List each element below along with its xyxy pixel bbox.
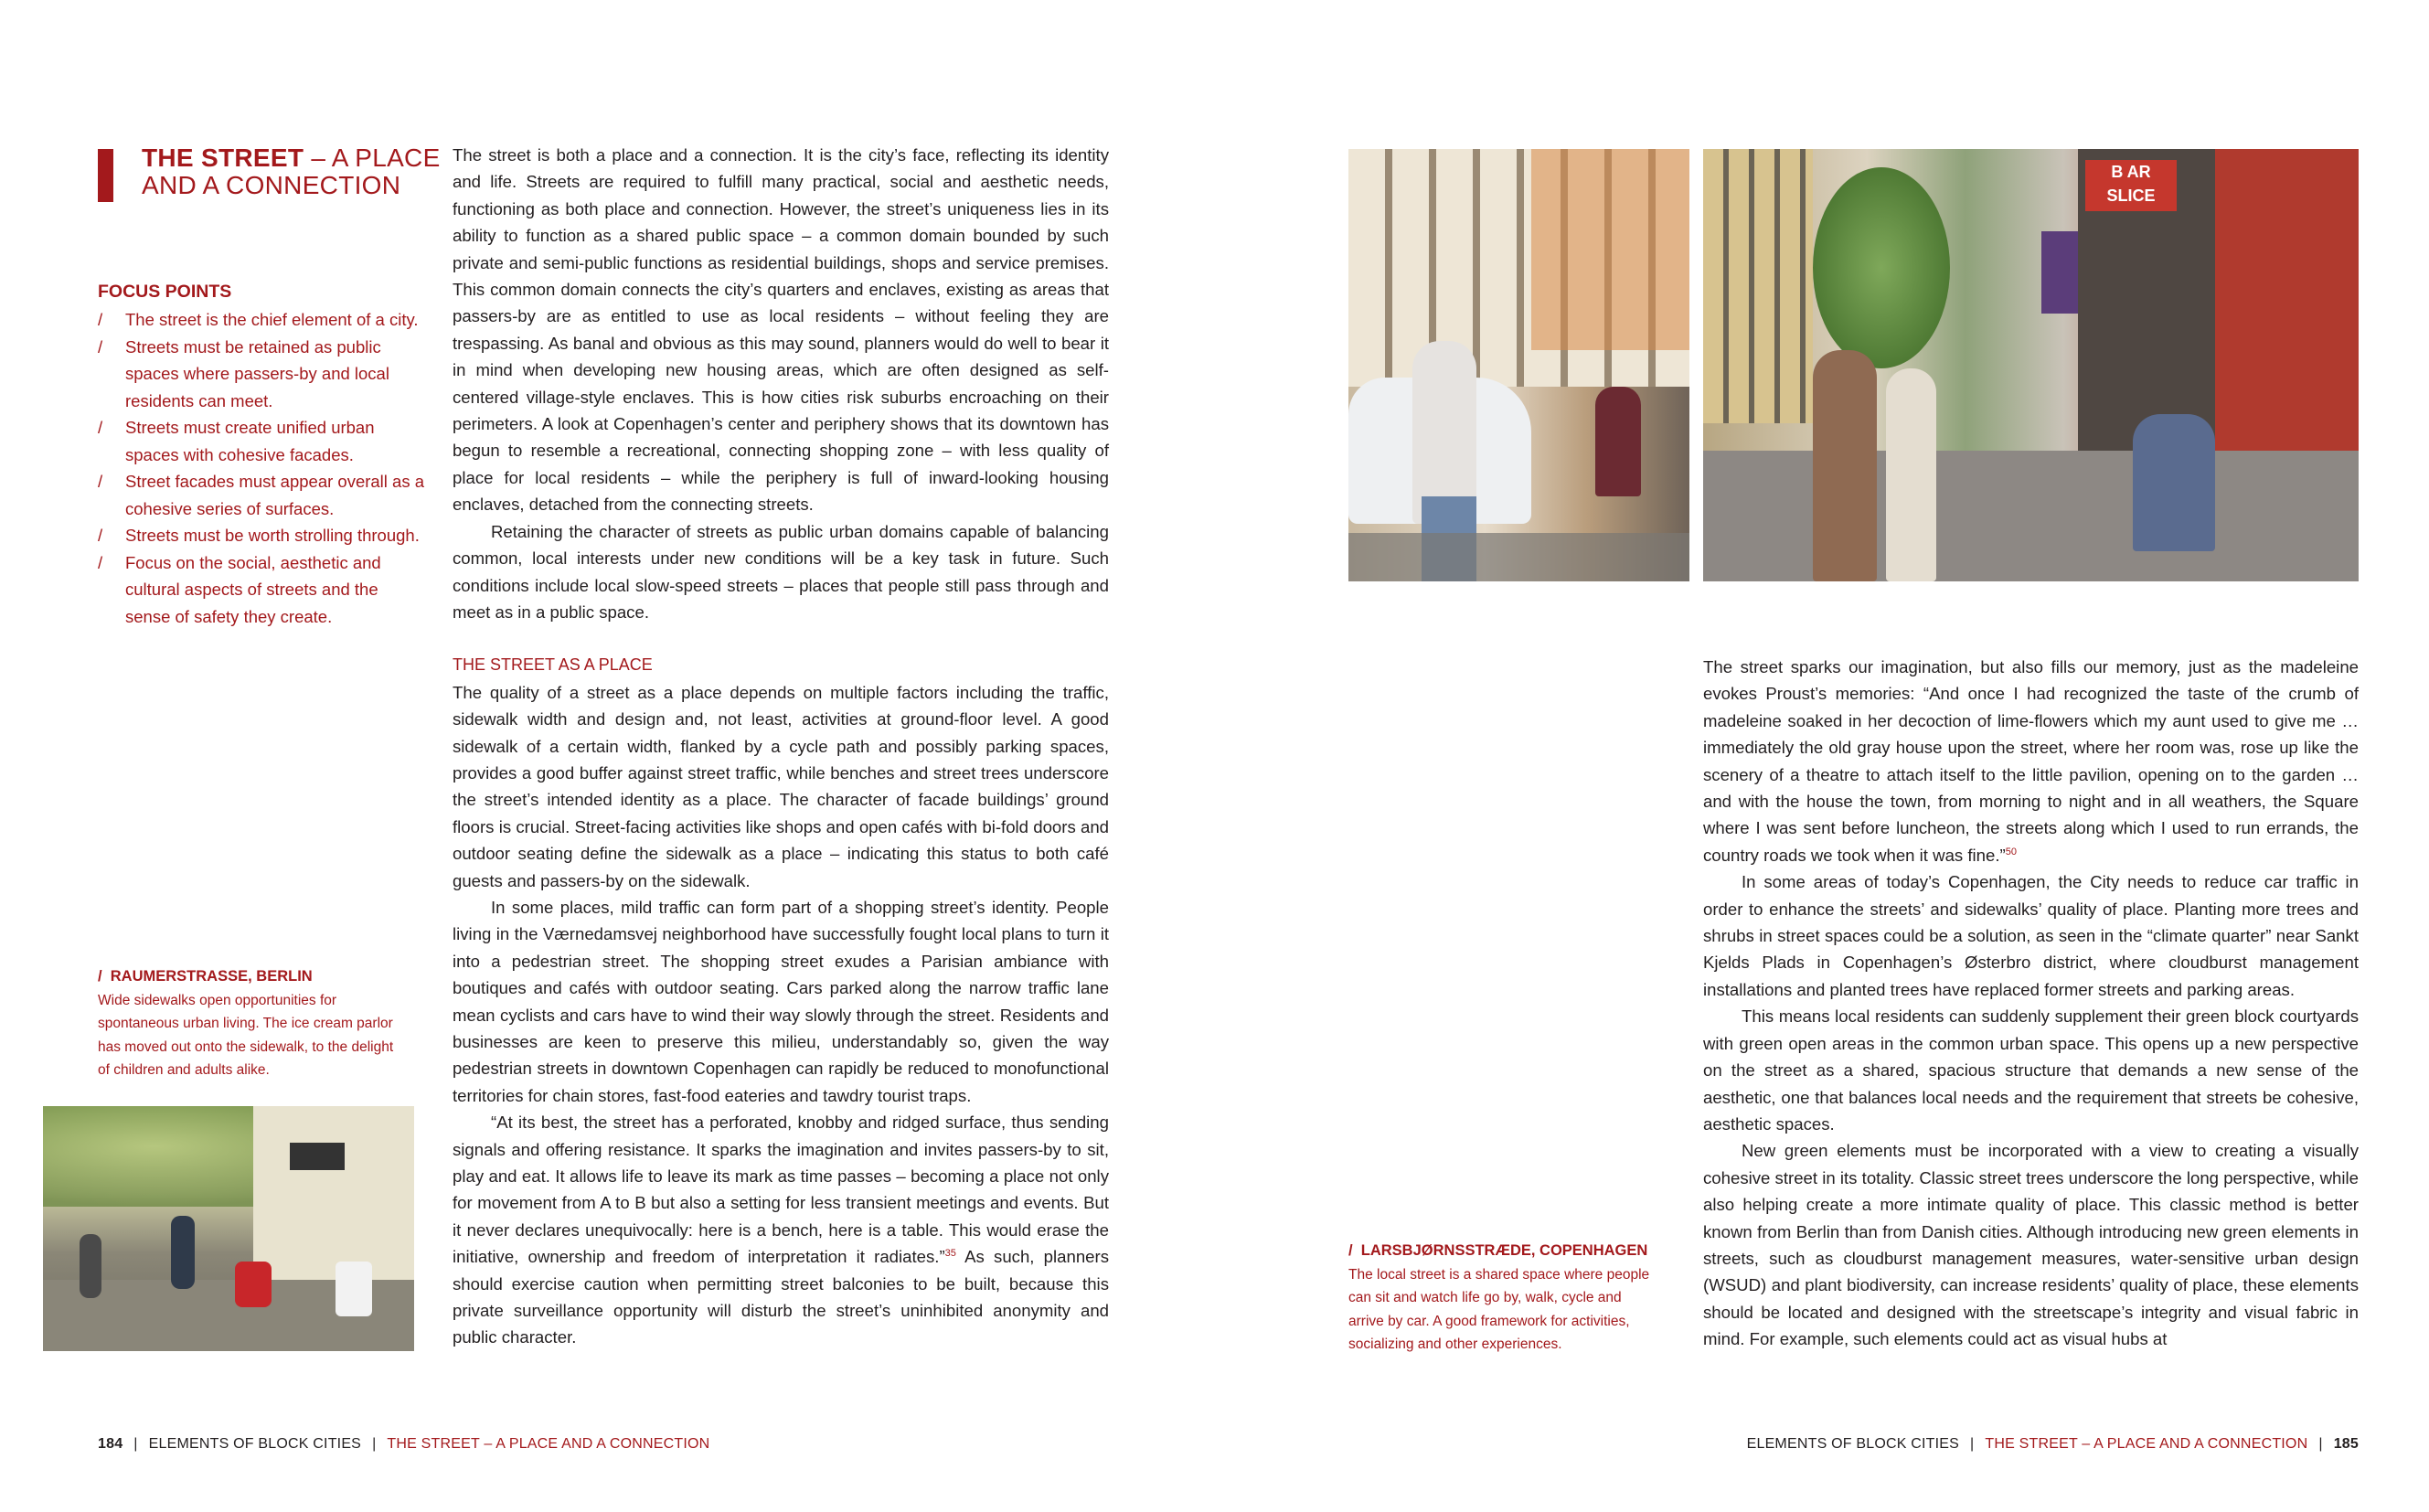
caption-text: Wide sidewalks open opportunities for spontaneous urban living. The ice cream parlor has moved out onto the sidewalk, to the delight of children and adults alike. [98,992,394,1078]
paragraph: The quality of a street as a place depends on multiple factors including the traffic, sidewalk width and design and, not least, activities at ground-floor level. A good sidewalk of a certain width, flanked by a cycle path and possibly parking spaces, provides a good buffer against street traffic, while benches and street trees underscore the street’s intended identity as a place. The character of facade buildings’ ground floors is crucial. Street-facing activities like shops and open cafés with bi-fold doors and outdoor seating define the sidewalk as a place – indicating this status to both café guests and passers-by on the sidewalk. [453,682,1109,890]
focus-point-text: The street is the chief element of a city. [125,310,419,329]
quote-paragraph [453,1109,1109,1351]
caption-heading-text: RAUMERSTRASSE, BERLIN [110,968,313,985]
proust-quote-paragraph [1703,654,2359,868]
photo-raumerstrasse-berlin [43,1106,414,1351]
title-accent-bar [98,149,113,202]
focus-point [98,334,427,415]
caption-heading [1348,1240,1659,1263]
title-bold: THE STREET [142,144,304,172]
paragraph: Retaining the character of streets as public urban domains capable of balancing common, local interests under new conditions will be a key task in future. Such conditions include local slow-speed streets – places that people still pass through and meet as in a public space. [453,521,1109,622]
title-line2: AND A CONNECTION [142,171,401,199]
caption-text: The local street is a shared space where people can sit and watch life go by, walk, cycle and arrive by car. A good framework for activities, socializing and other experiences. [1348,1266,1650,1352]
focus-point-text: Focus on the social, aesthetic and cultural aspects of streets and the sense of safety they create. [125,552,381,626]
title-rest: – A PLACE [304,144,441,172]
paragraph: In some places, mild traffic can form part of a shopping street’s identity. People living in the Værnedamsvej neighborhood have successfully fought local plans to turn it into a pedestrian street. The shopping street exudes a Parisian ambiance with boutiques and cafés with outdoor seating. Cars parked along the narrow traffic lane mean cyclists and cars have to wind their way slowly through the street. Residents and businesses are keen to preserve this milieu, understandably so, given the way pedestrian streets in downtown Copenhagen can rapidly be reduced to monofunctional territories for chain stores, fast-food eateries and tawdry tourist traps. [453,897,1109,1105]
photo-caption-copenhagen [1348,1240,1659,1357]
focus-point-text: Streets must be worth strolling through. [125,526,420,545]
right-body-column [1703,654,2359,1353]
chapter-title [142,144,441,199]
photo-caption-berlin [98,965,409,1082]
left-body-column [453,142,1109,1351]
focus-point [98,306,427,334]
focus-point [98,522,427,549]
footer-chapter-title: THE STREET – A PLACE AND A CONNECTION [387,1436,710,1452]
focus-point-text: Street facades must appear overall as a cohesive series of surfaces. [125,472,425,518]
focus-point [98,468,427,522]
slash-bullet-icon: / [98,968,102,985]
slash-bullet-icon: / [98,472,103,491]
slash-bullet-icon: / [98,336,103,357]
footer-separator: | [133,1436,138,1452]
caption-heading [98,965,409,989]
slash-bullet-icon: / [98,418,103,437]
footnote-ref[interactable]: 50 [2005,846,2017,857]
footer-separator: | [372,1436,377,1452]
focus-points-list [98,306,427,630]
page-number: 185 [2333,1436,2359,1452]
slash-bullet-icon: / [98,526,103,545]
paragraph: The street is both a place and a connection. It is the city’s face, reflecting its identity and life. Streets are required to fulfill many practical, social and aesthetic needs, functioning as both place and connection. However, the street’s uniqueness lies in its ability to function as a shared public space – a common domain bounded by such private and semi-public functions as residential buildings, shops and service premises. This common domain connects the city’s quarters and enclaves, existing as areas that passers-by are as entitled to use as local residents – without feeling they are trespassing. As banal and obvious as this may sound, planners would do well to bear it in mind when developing new housing areas, which are often designed as self-centered village-style enclaves. This is how cities risk suburbs encroaching on their perimeters. A look at Copenhagen’s center and periphery shows that its downtown has begun to resemble a recreational, connecting shopping zone – with less quality of place for local residents – while the periphery is full of inward-looking housing enclaves, detached from the connecting streets. [453,145,1109,515]
footer-left [98,1436,709,1453]
slash-bullet-icon: / [1348,1242,1353,1259]
focus-points-heading: FOCUS POINTS [98,282,232,302]
footer-book-title: ELEMENTS OF BLOCK CITIES [148,1436,362,1452]
paragraph: This means local residents can suddenly supplement their green block courtyards with green open areas in the common urban space. This opens up a new perspective on the street as a shared, spacious structure that demands a new sense of the aesthetic, one that balances local needs and the requirement that streets be cohesive, aesthetic spaces. [1703,1006,2359,1134]
quote-text: “At its best, the street has a perforated, knobby and ridged surface, thus sending signals and offering resistance. It sparks the imagination and invites passers-by to sit, play and eat. It allows life to leave its mark as time passes – becoming a place not only for movement from A to B but also a setting for less transient meetings and events. But it never declares unequivocally: here is a bench, here is a table. This would erase the initiative, ownership and freedom of interpretation it radiates.” [453,1113,1109,1267]
page-number: 184 [98,1436,123,1452]
section-subheading: THE STREET AS A PLACE [453,655,653,675]
footnote-ref[interactable]: 35 [944,1248,956,1260]
caption-heading-text: LARSBJØRNSSTRÆDE, COPENHAGEN [1360,1242,1648,1259]
paragraph: New green elements must be incorporated with a view to creating a visually cohesive street in its totality. Classic street trees underscore the long perspective, while also helping create a more intimate quality of place. This classic method is better known from Berlin than from Danish cities. Although introducing new green elements in streets, such as cloudburst management measures, water-sensitive urban design (WSUD) and plant biodiversity, can increase residents’ quality of place, these elements should be located and designed with the streetscape’s integrity and visual fabric in mind. For example, such elements could act as visual hubs at [1703,1141,2359,1349]
footer-chapter-title: THE STREET – A PLACE AND A CONNECTION [1985,1436,2308,1452]
footer-separator: | [2318,1436,2323,1452]
focus-point [98,549,427,631]
photo-larsbjornsstraede-1 [1348,149,1689,581]
slash-bullet-icon: / [98,552,103,572]
quote-text: The street sparks our imagination, but also fills our memory, just as the madeleine evokes Proust’s memories: “And once I had recognized the taste of the crumb of madeleine soaked in her decoction of lime-flowers which my aunt used to give me … immediately the old gray house upon the street, where her room was, rose up like the scenery of a theatre to attach itself to the little pavilion, opening on to the garden … and with the house the town, from morning to night and in all weathers, the Square where I was sent before luncheon, the streets along which I used to run errands, the country roads we took when it was fine.” [1703,657,2359,865]
footer-separator: | [1970,1436,1975,1452]
focus-point [98,414,427,468]
paragraph: In some areas of today’s Copenhagen, the City needs to reduce car traffic in order to enhance the streets’ and sidewalks’ quality of place. Planting more trees and shrubs in street spaces could be a solution, as seen in the “climate quarter” near Sankt Kjelds Plads in Copenhagen’s Østerbro district, where cloudburst management installations and planted trees have replaced former streets and parking areas. [1703,872,2359,999]
focus-point-text: Streets must create unified urban spaces with cohesive facades. [125,418,375,464]
photo-larsbjornsstraede-2 [1703,149,2359,581]
footer-book-title: ELEMENTS OF BLOCK CITIES [1746,1436,1959,1452]
focus-point-text: Streets must be retained as public spaces where passers-by and local residents can meet. [125,336,389,410]
slash-bullet-icon: / [98,310,103,329]
quote-after-text: As such, planners should exercise caution when permitting street balconies to be built, because this private surveillance opportunity will disturb the street’s uninhibited anonymity and public character. [453,1247,1109,1347]
shop-sign: B AR SLICE [2085,160,2177,211]
footer-right [1747,1436,2359,1453]
